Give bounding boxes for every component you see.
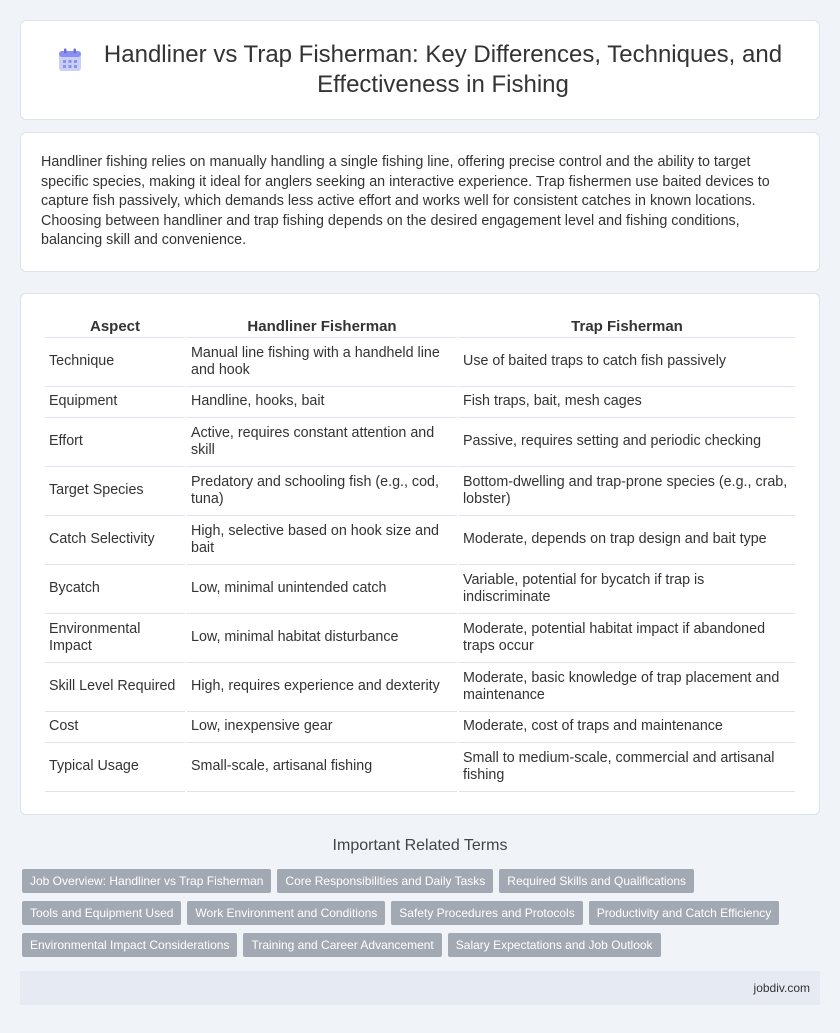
comparison-card bbox=[20, 293, 820, 815]
table-row bbox=[45, 516, 795, 565]
cell-trap: Moderate, potential habitat impact if abandoned traps occur bbox=[459, 614, 795, 663]
cell-trap: Use of baited traps to catch fish passively bbox=[459, 338, 795, 387]
cell-handliner: Handline, hooks, bait bbox=[187, 387, 457, 418]
cell-handliner: Low, minimal habitat disturbance bbox=[187, 614, 457, 663]
related-term-tag[interactable]: Training and Career Advancement bbox=[243, 933, 441, 957]
cell-aspect: Skill Level Required bbox=[45, 663, 185, 712]
related-term-tag[interactable]: Required Skills and Qualifications bbox=[499, 869, 694, 893]
cell-aspect: Technique bbox=[45, 338, 185, 387]
cell-aspect: Bycatch bbox=[45, 565, 185, 614]
header-handliner: Handliner Fisherman bbox=[187, 314, 457, 338]
intro-card bbox=[20, 132, 820, 272]
cell-handliner: High, selective based on hook size and bait bbox=[187, 516, 457, 565]
cell-aspect: Environmental Impact bbox=[45, 614, 185, 663]
cell-handliner: Small-scale, artisanal fishing bbox=[187, 743, 457, 792]
table-row bbox=[45, 712, 795, 743]
cell-aspect: Equipment bbox=[45, 387, 185, 418]
footer bbox=[20, 971, 820, 1005]
table-row bbox=[45, 467, 795, 516]
page-title: Handliner vs Trap Fisherman: Key Differences, Techniques, and Effectiveness in Fishing bbox=[103, 41, 783, 98]
table-row bbox=[45, 743, 795, 792]
header-trap: Trap Fisherman bbox=[459, 314, 795, 338]
related-terms-title: Important Related Terms bbox=[332, 837, 508, 854]
cell-aspect: Cost bbox=[45, 712, 185, 743]
table-row bbox=[45, 418, 795, 467]
cell-aspect: Typical Usage bbox=[45, 743, 185, 792]
table-row bbox=[45, 565, 795, 614]
header-aspect: Aspect bbox=[45, 314, 185, 338]
related-term-tag[interactable]: Job Overview: Handliner vs Trap Fisherman bbox=[22, 869, 271, 893]
cell-aspect: Effort bbox=[45, 418, 185, 467]
cell-trap: Small to medium-scale, commercial and artisanal fishing bbox=[459, 743, 795, 792]
table-row bbox=[45, 614, 795, 663]
cell-trap: Variable, potential for bycatch if trap is indiscriminate bbox=[459, 565, 795, 614]
header-card bbox=[20, 20, 820, 120]
cell-trap: Moderate, depends on trap design and bait type bbox=[459, 516, 795, 565]
related-term-tag[interactable]: Core Responsibilities and Daily Tasks bbox=[277, 869, 493, 893]
table-row bbox=[45, 387, 795, 418]
related-term-tag[interactable]: Safety Procedures and Protocols bbox=[391, 901, 582, 925]
cell-trap: Moderate, basic knowledge of trap placement and maintenance bbox=[459, 663, 795, 712]
table-row bbox=[45, 663, 795, 712]
table-row bbox=[45, 338, 795, 387]
cell-handliner: Low, minimal unintended catch bbox=[187, 565, 457, 614]
cell-handliner: Manual line fishing with a handheld line and hook bbox=[187, 338, 457, 387]
related-term-tag[interactable]: Environmental Impact Considerations bbox=[22, 933, 237, 957]
cell-aspect: Catch Selectivity bbox=[45, 516, 185, 565]
related-terms-list bbox=[22, 869, 818, 957]
related-term-tag[interactable]: Work Environment and Conditions bbox=[187, 901, 385, 925]
cell-trap: Passive, requires setting and periodic checking bbox=[459, 418, 795, 467]
cell-trap: Moderate, cost of traps and maintenance bbox=[459, 712, 795, 743]
related-term-tag[interactable]: Productivity and Catch Efficiency bbox=[589, 901, 780, 925]
footer-site-link[interactable]: jobdiv.com bbox=[753, 981, 810, 995]
cell-aspect: Target Species bbox=[45, 467, 185, 516]
intro-text: Handliner fishing relies on manually handling a single fishing line, offering precise control and the ability to target specific species, making it ideal for anglers seeking an interactive experience. Trap fishermen use baited devices to capture fish passively, which demands less active effort and works well for consistent catches in known locations. Choosing between handliner and trap fishing depends on the desired engagement level and fishing conditions, balancing skill and convenience. bbox=[41, 154, 770, 248]
cell-trap: Fish traps, bait, mesh cages bbox=[459, 387, 795, 418]
table-header-row bbox=[45, 314, 795, 338]
cell-handliner: Low, inexpensive gear bbox=[187, 712, 457, 743]
cell-handliner: Active, requires constant attention and skill bbox=[187, 418, 457, 467]
cell-trap: Bottom-dwelling and trap-prone species (e.g., crab, lobster) bbox=[459, 467, 795, 516]
comparison-table bbox=[43, 314, 797, 792]
related-term-tag[interactable]: Salary Expectations and Job Outlook bbox=[448, 933, 661, 957]
cell-handliner: Predatory and schooling fish (e.g., cod, tuna) bbox=[187, 467, 457, 516]
calendar-icon bbox=[57, 47, 83, 73]
cell-handliner: High, requires experience and dexterity bbox=[187, 663, 457, 712]
related-term-tag[interactable]: Tools and Equipment Used bbox=[22, 901, 181, 925]
